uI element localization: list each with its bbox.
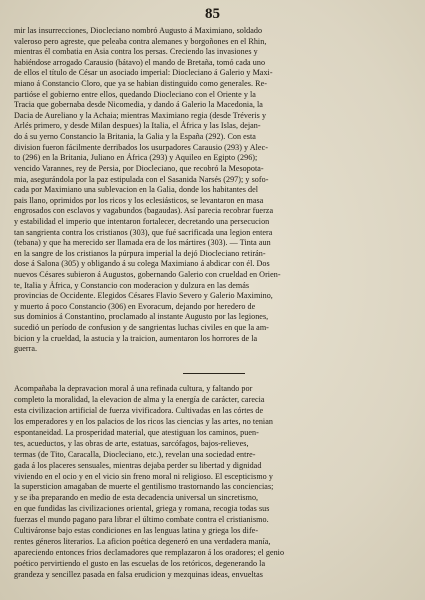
text-line: provincias de Occidente. Elegidos Césares Flavio Severo y Galerio Maximino, [14,291,273,301]
text-line: en que fundidas las civilizaciones oriental, griega y romana, recogia todas sus [14,504,270,514]
text-line: la supersticion amagaban de muerte el gentilismo trastornando las conciencias; [14,482,274,492]
text-line: (tebana) y que ha merecido ser llamada era de los mártires (303). — Tinta aun [14,238,271,248]
section-divider [183,373,245,374]
text-line: gada á los placeres sensuales, mientras dejaba perder su libertad y dignidad [14,460,262,470]
text-line: esta civilizacion artificial de fuerza vivificadora. Cultivadas en las córtes de [14,405,264,415]
text-line: sus dominios á Constantino, proclamado al instante Augusto por las legiones, [14,312,269,322]
text-line: y estabilidad el imperio que intentaron fortalecer, decretando una persecucion [14,216,270,226]
page-number: 85 [205,6,220,22]
text-line: en la sangre de los cristianos la púrpura imperial la dejó Diocleciano retirán- [14,248,266,258]
text-line: Tracia que gobernaba desde Nicomedia, y dando á Galerio la Macedonia, la [14,100,263,110]
text-line: Cultiváronse bajo estas condiciones en las lenguas latina y griega los dife- [14,526,259,536]
text-line: apareciendo entonces frios declamadores que remplazaron á los oradores; el genio [14,548,285,558]
text-line: y muerto á poco Constancio (306) en Evoracum, dejando por heredero de [14,301,256,311]
text-line: valeroso pero agreste, que peleaba contra alemanes y borgoñones en el Rhin, [14,36,267,46]
text-line: engrosados con esclavos y vagabundos (bagaudas). Así parecia recobrar fuerza [14,206,274,216]
text-line: fuerzas el mundo pagano para librar el último combate contra el cristianismo. [14,515,269,525]
text-line: viviendo en el ocio y en el vicio sin freno moral ni religioso. El escepticismo y [14,471,273,481]
text-line: do á su yerno Constancio la Britania, la Galia y la España (292). Con esta [14,132,256,142]
text-line: guerra. [14,344,38,354]
text-line: habiéndose arrogado Carausio (bátavo) el mando de Bretaña, tomó cada uno [14,57,266,67]
text-line: mir las insurrecciones, Diocleciano nombró Augusto á Maximiano, soldado [14,26,263,35]
text-line: bicion y la crueldad, la astucia y la traicion, aumentaron los horrores de la [14,333,258,343]
text-line: tan sangrienta contra los cristianos (303), que fué sacrificada una legion entera [14,227,273,237]
text-line: tes, acueductos, y las obras de arte, estatuas, sarcófagos, bajos-relieves, [14,438,249,448]
text-line: Acompañaba la depravacion moral á una refinada cultura, y faltando por [14,384,253,393]
text-line: mia, asegurándola por la paz estipulada con el Sasanida Narsés (297); y sofo- [14,174,269,184]
paragraph-moral-decadence [14,384,412,581]
text-line: grandeza y sencillez pasada en falsa erudicion y mezquinas ideas, envueltas [14,569,263,579]
text-line: Arlés primero, y desde Milan despues) la Italia, el África y las Islas, dejan- [14,121,261,131]
text-line: y se iba preparando en medio de esta decadencia universal un sincretismo, [14,493,259,503]
text-line: to (296) en la Britania, Juliano en África (293) y Aquileo en Egipto (296); [14,153,258,163]
text-line: te, Italia y África, y Constancio con moderacion y dulzura en las demás [14,280,250,290]
text-line: espontaneidad. La prosperidad material, que atestiguan los caminos, puen- [14,427,259,437]
text-line: poético pervirtiendo el gusto en las escuelas de los retóricos, degenerando la [14,559,266,568]
text-line: mientras él combatia en Asia contra los persas. Creciendo las invasiones y [14,47,258,57]
text-line: division fueron fácilmente derribados los usurpadores Carausio (293) y Alec- [14,142,268,152]
text-line: vencido Varannes, rey de Persia, por Diocleciano, que recobró la Mesopota- [14,163,264,173]
text-line: partióse el gobierno entre ellos, quedando Diocleciano con el Oriente y la [14,89,256,99]
text-line: cada por Maximiano una sublevacion en la Galia, donde los habitantes del [14,185,259,195]
text-line: pais llano, oprimidos por los ricos y los eclesiásticos, se levantaron en masa [14,195,264,205]
text-line: rentes géneros literarios. La aficion poética degeneró en una verdadera manía, [14,537,271,547]
text-line: los emperadores y en los palacios de los ricos las ciencias y las artes, no tenian [14,416,273,426]
text-line: miano á Constancio Cloro, que ya se habian distinguido como generales. Re- [14,79,267,89]
text-line: de ellos el título de César un asociado imperial: Diocleciano á Galerio y Maxi- [14,68,273,78]
text-line: Dacia de Aureliano y la Achaia; mientras Maximiano regia (desde Tréveris y [14,110,267,120]
text-line: completo la moralidad, la elevacion de alma y la energía de carácter, carecia [14,394,265,404]
text-line: termas (de Tito, Caracalla, Diocleciano, etc.), revelan una sociedad entre- [14,449,256,459]
text-line: dose á Salona (305) y obligando á su colega Maximiano á abdicar con él. Dos [14,259,270,269]
text-line: nuevos Césares subieron á Augustos, gobernando Galerio con crueldad en Orien- [14,270,281,280]
text-line: sucedió un período de confusion y de sangrientas luchas civiles en que la am- [14,323,269,333]
paragraph-roman-history [14,26,412,355]
